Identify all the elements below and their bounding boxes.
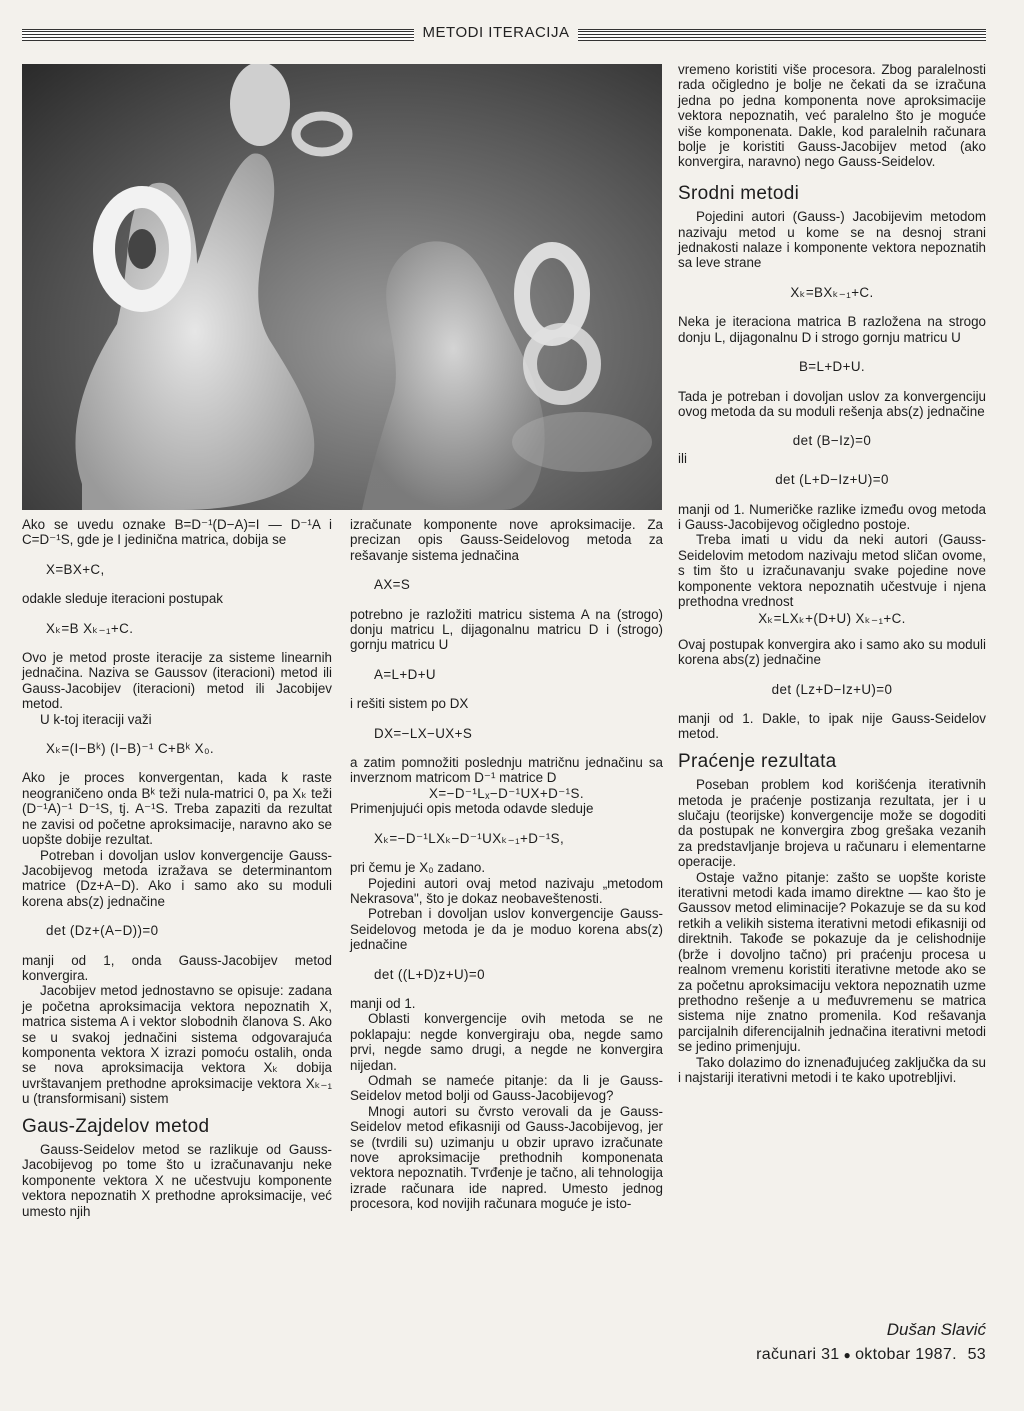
paragraph: potrebno je razložiti matricu sistema A na (strogo) donju matricu L, dijagonalnu matricu D i (strogo) gornju matricu U (350, 606, 663, 653)
paragraph: a zatim pomnožiti poslednju matričnu jednačinu sa inverznom matricom D⁻¹ matrice D (350, 755, 663, 786)
paragraph: Tada je potreban i dovoljan uslov za konvergenciju ovog metoda da su moduli rešenja abs(z) jednačine (678, 388, 986, 419)
equation: det (B−Iz)=0 (792, 433, 872, 449)
paragraph: Gauss-Seidelov metod se razlikuje od Gauss-Jacobijevog po tome što u izračunavanju neke komponente vektora X ne učestvuju komponente vektora nepoznatih X prethodne aproksimacije, već umesto njih (22, 1142, 332, 1219)
equation: B=L+D+U. (798, 359, 866, 375)
paragraph: pri čemu je X₀ zadano. (350, 860, 486, 876)
equation: DX=−LX−UX+S (374, 725, 473, 741)
magazine-issue: računari 31 (756, 1346, 840, 1363)
equation: det (Lz+D−Iz+U)=0 (771, 681, 893, 697)
section-heading: Praćenje rezultata (678, 750, 837, 772)
ili-label: ili (678, 450, 687, 466)
equation: A=L+D+U (374, 666, 436, 682)
text-column-2 (350, 517, 663, 1212)
paragraph: Treba imati u vidu da neki autori (Gauss-Seidelovim metodom nazivaju metod sličan ovome, s tim što u izračunavanju svake pojedine nove komponente vektora nepoznatih učestvuje i njena prethodna vrednost (678, 532, 986, 609)
equation: det ((L+D)z+U)=0 (374, 966, 485, 982)
page-number: 53 (967, 1346, 986, 1363)
paragraph: Potreban i dovoljan uslov konvergencije Gauss-Seidelovog metoda je da je moduo korena abs(z) jednačine (350, 906, 663, 953)
equation: Xₖ=BXₖ₋₁+C. (790, 284, 874, 300)
paragraph: Odmah se nameće pitanje: da li je Gauss-Seidelov metod bolji od Gauss-Jacobijevog? (350, 1072, 663, 1104)
paragraph: Neka je iteraciona matrica B razložena na strogo donju L, dijagonalnu D i strogo gornju matricu U (678, 314, 986, 345)
equation: Xₖ=−D⁻¹LXₖ−D⁻¹UXₖ₋₁+D⁻¹S, (374, 830, 565, 846)
paragraph: Mnogi autori su čvrsto verovali da je Gauss-Seidelov metod efikasniji od Gauss-Jacobijevog, jer se (tvrdili su) uzimanju u obzir upravo izračunate nove aproksimacije prethodnih komponenata vektora nepoznatih. Tvrđenje je tačno, ali tehnologija izrade računara ide napred. Umesto jednog procesora, kod novijih računara moguće je isto- (350, 1103, 663, 1212)
issue-date: oktobar 1987. (855, 1346, 957, 1363)
paragraph: manji od 1. Numeričke razlike između ovog metoda i Gauss-Jacobijevog očigledno postoje. (678, 501, 986, 532)
equation: X=BX+C, (46, 561, 105, 577)
equation: Xₖ=(I−Bᵏ) (I−B)⁻¹ C+Bᵏ X₀. (46, 741, 215, 757)
paragraph: Ostaje važno pitanje: zašto se uopšte koriste iterativni metodi kada imamo direktne — kao što je Gaussov metod eliminacije? Pokazuje se da su kod retkih a velikih sistema iterativni metodi efikasniji od direktnih. Takođe se pokazuje da je celishodnije (brže i dovoljno tačno) pri praćenju procesa u realnom vremenu koristiti iterativne metode ako se za početnu aproksimaciju vektora nepoznatih uzme prethodno rešenje a u međuvremenu se matrica sistema nije znatno promenila. Kod rešavanja parcijalnih diferencijalnih jednačina iterativni metodi se jedino primenjuju. (678, 869, 986, 1055)
equation: X=−D⁻¹Lₓ−D⁻¹UX+D⁻¹S. (429, 785, 584, 801)
header-rule-right (578, 29, 986, 41)
paragraph: Ovo je metod proste iteracije za sisteme linearnih jednačina. Naziva se Gaussov (iteracioni) metod ili Gauss-Jacobijev (iteracioni) metod ili Jacobijev metod. (22, 650, 332, 712)
paragraph: i rešiti sistem po DX (350, 696, 469, 712)
header-rule-left (22, 29, 414, 41)
page-footer (678, 1346, 986, 1364)
equation: det (L+D−Iz+U)=0 (775, 472, 889, 488)
equation: Xₖ=B Xₖ₋₁+C. (46, 620, 134, 636)
equation: AX=S (374, 577, 411, 593)
paragraph: odakle sleduje iteracioni postupak (22, 591, 223, 607)
author-signature: Dušan Slavić (886, 1320, 986, 1339)
hands-with-number-eight-icon (22, 64, 662, 510)
paragraph: Ako je proces konvergentan, kada k raste neograničeno onda Bᵏ teži nula-matrici 0, pa Xₖ teži (D⁻¹A)⁻¹ D⁻¹S, tj. A⁻¹S. Treba zapaziti da rezultat ne zavisi od početne aproksimacije, naravno ako se uopšte dobije rezultat. (22, 770, 332, 848)
section-heading: Gaus-Zajdelov metod (22, 1115, 210, 1137)
bullet-icon: ● (843, 1348, 852, 1362)
paragraph: manji od 1, onda Gauss-Jacobijev metod konvergira. (22, 952, 332, 983)
paragraph: vremeno koristiti više procesora. Zbog paralelnosti rada očigledno je bolje ne čekati da se izračuna jedna po jedna komponenta nove aproksimacije vektora nepoznatih, već paralelno što je moguće više komponenata. Dakle, kod paralelnih računara bolje je koristiti Gauss-Jacobijev metod (ako konvergira, naravno) nego Gauss-Seidelov. (678, 62, 986, 170)
paragraph: Oblasti konvergencije ovih metoda se ne poklapaju: negde konvergiraju oba, negde samo prvi, negde samo drugi, a negde ne konvergira nijedan. (350, 1011, 663, 1073)
text-column-1 (22, 517, 332, 1219)
paragraph: Primenjujući opis metoda odavde sleduje (350, 801, 594, 817)
paragraph: Pojedini autori ovaj metod nazivaju „metodom Nekrasova", što je dokaz neobaveštenosti. (350, 875, 663, 906)
equation: det (Dz+(A−D))=0 (46, 923, 159, 939)
equation: Xₖ=LXₖ+(D+U) Xₖ₋₁+C. (758, 611, 906, 627)
paragraph: Poseban problem kod korišćenja iterativnih metoda je praćenje postizanja rezultata, jer i u slučaju (teorijske) konvergencije može se dogoditi da postupak ne konvergira zbog grešaka vezanih za predstavljanje brojeva u računaru i elementarne operacije. (678, 777, 986, 870)
paragraph: manji od 1. Dakle, to ipak nije Gauss-Seidelov metod. (678, 711, 986, 742)
paragraph: Ovaj postupak konvergira ako i samo ako su moduli korena abs(z) jednačine (678, 636, 986, 668)
paragraph: Potreban i dovoljan uslov konvergencije Gauss-Jacobijevog metoda izražava se determinantom matrice (Dz+A−D). Ako i samo ako su moduli korena abs(z) jednačine (22, 847, 332, 909)
paragraph: Tako dolazimo do iznenađujućeg zaključka da su i najstariji iterativni metodi i te kako upotrebljivi. (678, 1054, 986, 1085)
paragraph: U k-toj iteraciji važi (40, 711, 152, 727)
illustration-photo (22, 64, 662, 510)
paragraph: Ako se uvedu oznake B=D⁻¹(D−A)=I — D⁻¹A i C=D⁻¹S, gde je I jedinična matrica, dobija se (22, 517, 332, 548)
paragraph: Pojedini autori (Gauss-) Jacobijevim metodom nazivaju metod u kome se na desnoj strani jednakosti nalaze i komponente vektora nepoznatih sa leve strane (678, 209, 986, 271)
text-column-3 (678, 62, 986, 1085)
page-header-title: METODI ITERACIJA (422, 24, 570, 41)
paragraph: izračunate komponente nove aproksimacije. Za precizan opis Gauss-Seidelovog metoda za rešavanje sistema jednačina (350, 517, 663, 563)
paragraph: manji od 1. (350, 995, 416, 1011)
section-heading: Srodni metodi (678, 182, 800, 204)
paragraph: Jacobijev metod jednostavno se opisuje: zadana je početna aproksimacija vektora nepoznatih X, matrica sistema A i vektor slobodnih članova S. Ako se u svakoj jednačini sistema odgovarajuća komponenta vektora X izrazi pomoću ostalih, onda se nova aproksimacija vektora Xₖ dobija uvrštavanjem prethodne aproksimacije vektora Xₖ₋₁ u (transformisani) sistem (22, 983, 332, 1107)
